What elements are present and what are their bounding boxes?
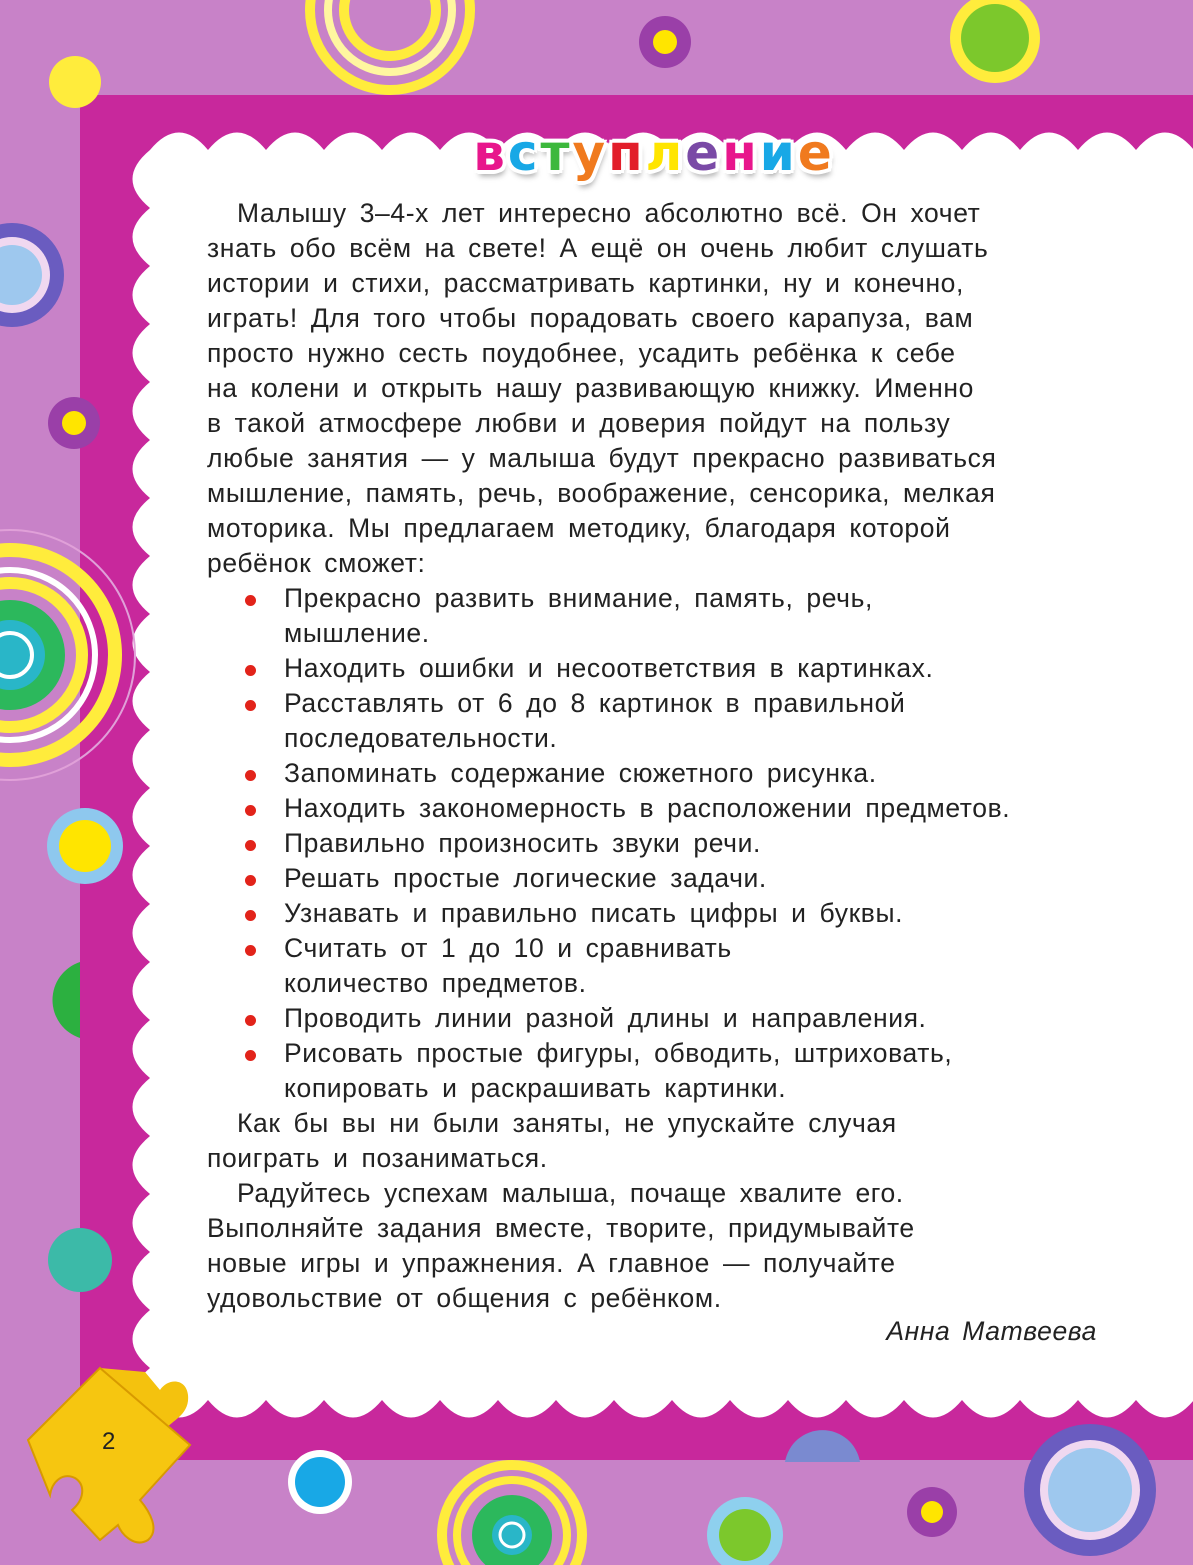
text-line-content: в такой атмосфере любви и доверия пойдут на пользу — [207, 408, 951, 438]
bullet-icon — [245, 945, 256, 956]
bullet-item-line — [207, 826, 1107, 861]
text-line — [207, 406, 1107, 441]
text-line-content: Правильно произносить звуки речи. — [284, 828, 761, 858]
bullet-item-line — [207, 721, 1107, 756]
title-letter: т — [540, 124, 571, 182]
body-text — [207, 196, 1107, 1316]
text-line-content: мышление. — [284, 618, 430, 648]
text-line-content: Считать от 1 до 10 и сравнивать — [284, 933, 732, 963]
title-letter: е — [685, 124, 721, 182]
author-signature: Анна Матвеева — [886, 1316, 1097, 1346]
bullet-item-line — [207, 1001, 1107, 1036]
title-letter: е — [797, 124, 833, 182]
text-line-content: Малышу 3–4-х лет интересно абсолютно всё. Он хочет — [237, 198, 981, 228]
text-line-content: Проводить линии разной длины и направления. — [284, 1003, 927, 1033]
text-line-content: истории и стихи, рассматривать картинки, ну и конечно, — [207, 268, 964, 298]
text-line-content: Рисовать простые фигуры, обводить, штриховать, — [284, 1038, 953, 1068]
title-letter: в — [473, 124, 506, 182]
bullet-icon — [245, 875, 256, 886]
bullet-item-line — [207, 616, 1107, 651]
bullet-item-line — [207, 651, 1107, 686]
bullet-item-line — [207, 966, 1107, 1001]
page-title — [418, 118, 888, 188]
text-line-content: Прекрасно развить внимание, память, речь, — [284, 583, 873, 613]
text-line — [207, 511, 1107, 546]
bullet-item-line — [207, 1036, 1107, 1071]
bullet-icon — [245, 910, 256, 921]
title-letter: н — [722, 124, 758, 182]
text-line-content: Радуйтесь успехам малыша, почаще хвалите его. — [237, 1178, 904, 1208]
text-line — [207, 1141, 1107, 1176]
text-line-content: ребёнок сможет: — [207, 548, 426, 578]
text-line — [207, 1281, 1107, 1316]
text-line-content: Решать простые логические задачи. — [284, 863, 767, 893]
bullet-icon — [245, 1050, 256, 1061]
bullet-item-line — [207, 861, 1107, 896]
text-line-content: любые занятия — у малыша будут прекрасно развиваться — [207, 443, 997, 473]
text-line-content: знать обо всём на свете! А ещё он очень любит слушать — [207, 233, 989, 263]
text-line — [207, 476, 1107, 511]
text-line-content: Узнавать и правильно писать цифры и буквы. — [284, 898, 904, 928]
bullet-icon — [245, 595, 256, 606]
title-letter: с — [507, 124, 539, 182]
text-line — [207, 231, 1107, 266]
title-letter: у — [572, 124, 607, 182]
text-line — [207, 1246, 1107, 1281]
title-letter: и — [759, 124, 796, 182]
text-line — [207, 546, 1107, 581]
bullet-icon — [245, 840, 256, 851]
text-line-content: на колени и открыть нашу развивающую книжку. Именно — [207, 373, 974, 403]
text-line — [207, 441, 1107, 476]
bullet-icon — [245, 1015, 256, 1026]
text-line-content: просто нужно сесть поудобнее, усадить ребёнка к себе — [207, 338, 956, 368]
bullet-icon — [245, 700, 256, 711]
bullet-icon — [245, 805, 256, 816]
text-line — [207, 266, 1107, 301]
bullet-item-line — [207, 581, 1107, 616]
bullet-icon — [245, 770, 256, 781]
text-line — [207, 1211, 1107, 1246]
text-line-content: копировать и раскрашивать картинки. — [284, 1073, 787, 1103]
bullet-item-line — [207, 931, 1107, 966]
bullet-item-line — [207, 686, 1107, 721]
text-line-content: моторика. Мы предлагаем методику, благодаря которой — [207, 513, 951, 543]
text-line — [207, 301, 1107, 336]
text-line — [207, 1106, 1107, 1141]
page-number: 2 — [102, 1428, 116, 1455]
text-line-content: последовательности. — [284, 723, 558, 753]
text-line — [207, 336, 1107, 371]
text-line-content: мышление, память, речь, воображение, сенсорика, мелкая — [207, 478, 996, 508]
bullet-item-line — [207, 896, 1107, 931]
bullet-item-line — [207, 791, 1107, 826]
text-line — [207, 1176, 1107, 1211]
text-line-content: Запоминать содержание сюжетного рисунка. — [284, 758, 877, 788]
text-line-content: удовольствие от общения с ребёнком. — [207, 1283, 722, 1313]
title-letter: л — [645, 124, 684, 182]
title-letter: п — [608, 124, 644, 182]
text-line-content: новые игры и упражнения. А главное — получайте — [207, 1248, 896, 1278]
text-line-content: играть! Для того чтобы порадовать своего карапуза, вам — [207, 303, 974, 333]
text-line-content: Находить закономерность в расположении предметов. — [284, 793, 1011, 823]
text-line-content: Расставлять от 6 до 8 картинок в правильной — [284, 688, 906, 718]
text-line — [207, 196, 1107, 231]
bullet-item-line — [207, 1071, 1107, 1106]
bullet-icon — [245, 665, 256, 676]
text-line-content: количество предметов. — [284, 968, 587, 998]
text-line-content: Находить ошибки и несоответствия в картинках. — [284, 653, 934, 683]
bullet-item-line — [207, 756, 1107, 791]
text-line-content: Выполняйте задания вместе, творите, придумывайте — [207, 1213, 915, 1243]
text-line-content: поиграть и позаниматься. — [207, 1143, 548, 1173]
text-line-content: Как бы вы ни были заняты, не упускайте случая — [237, 1108, 897, 1138]
text-line — [207, 371, 1107, 406]
